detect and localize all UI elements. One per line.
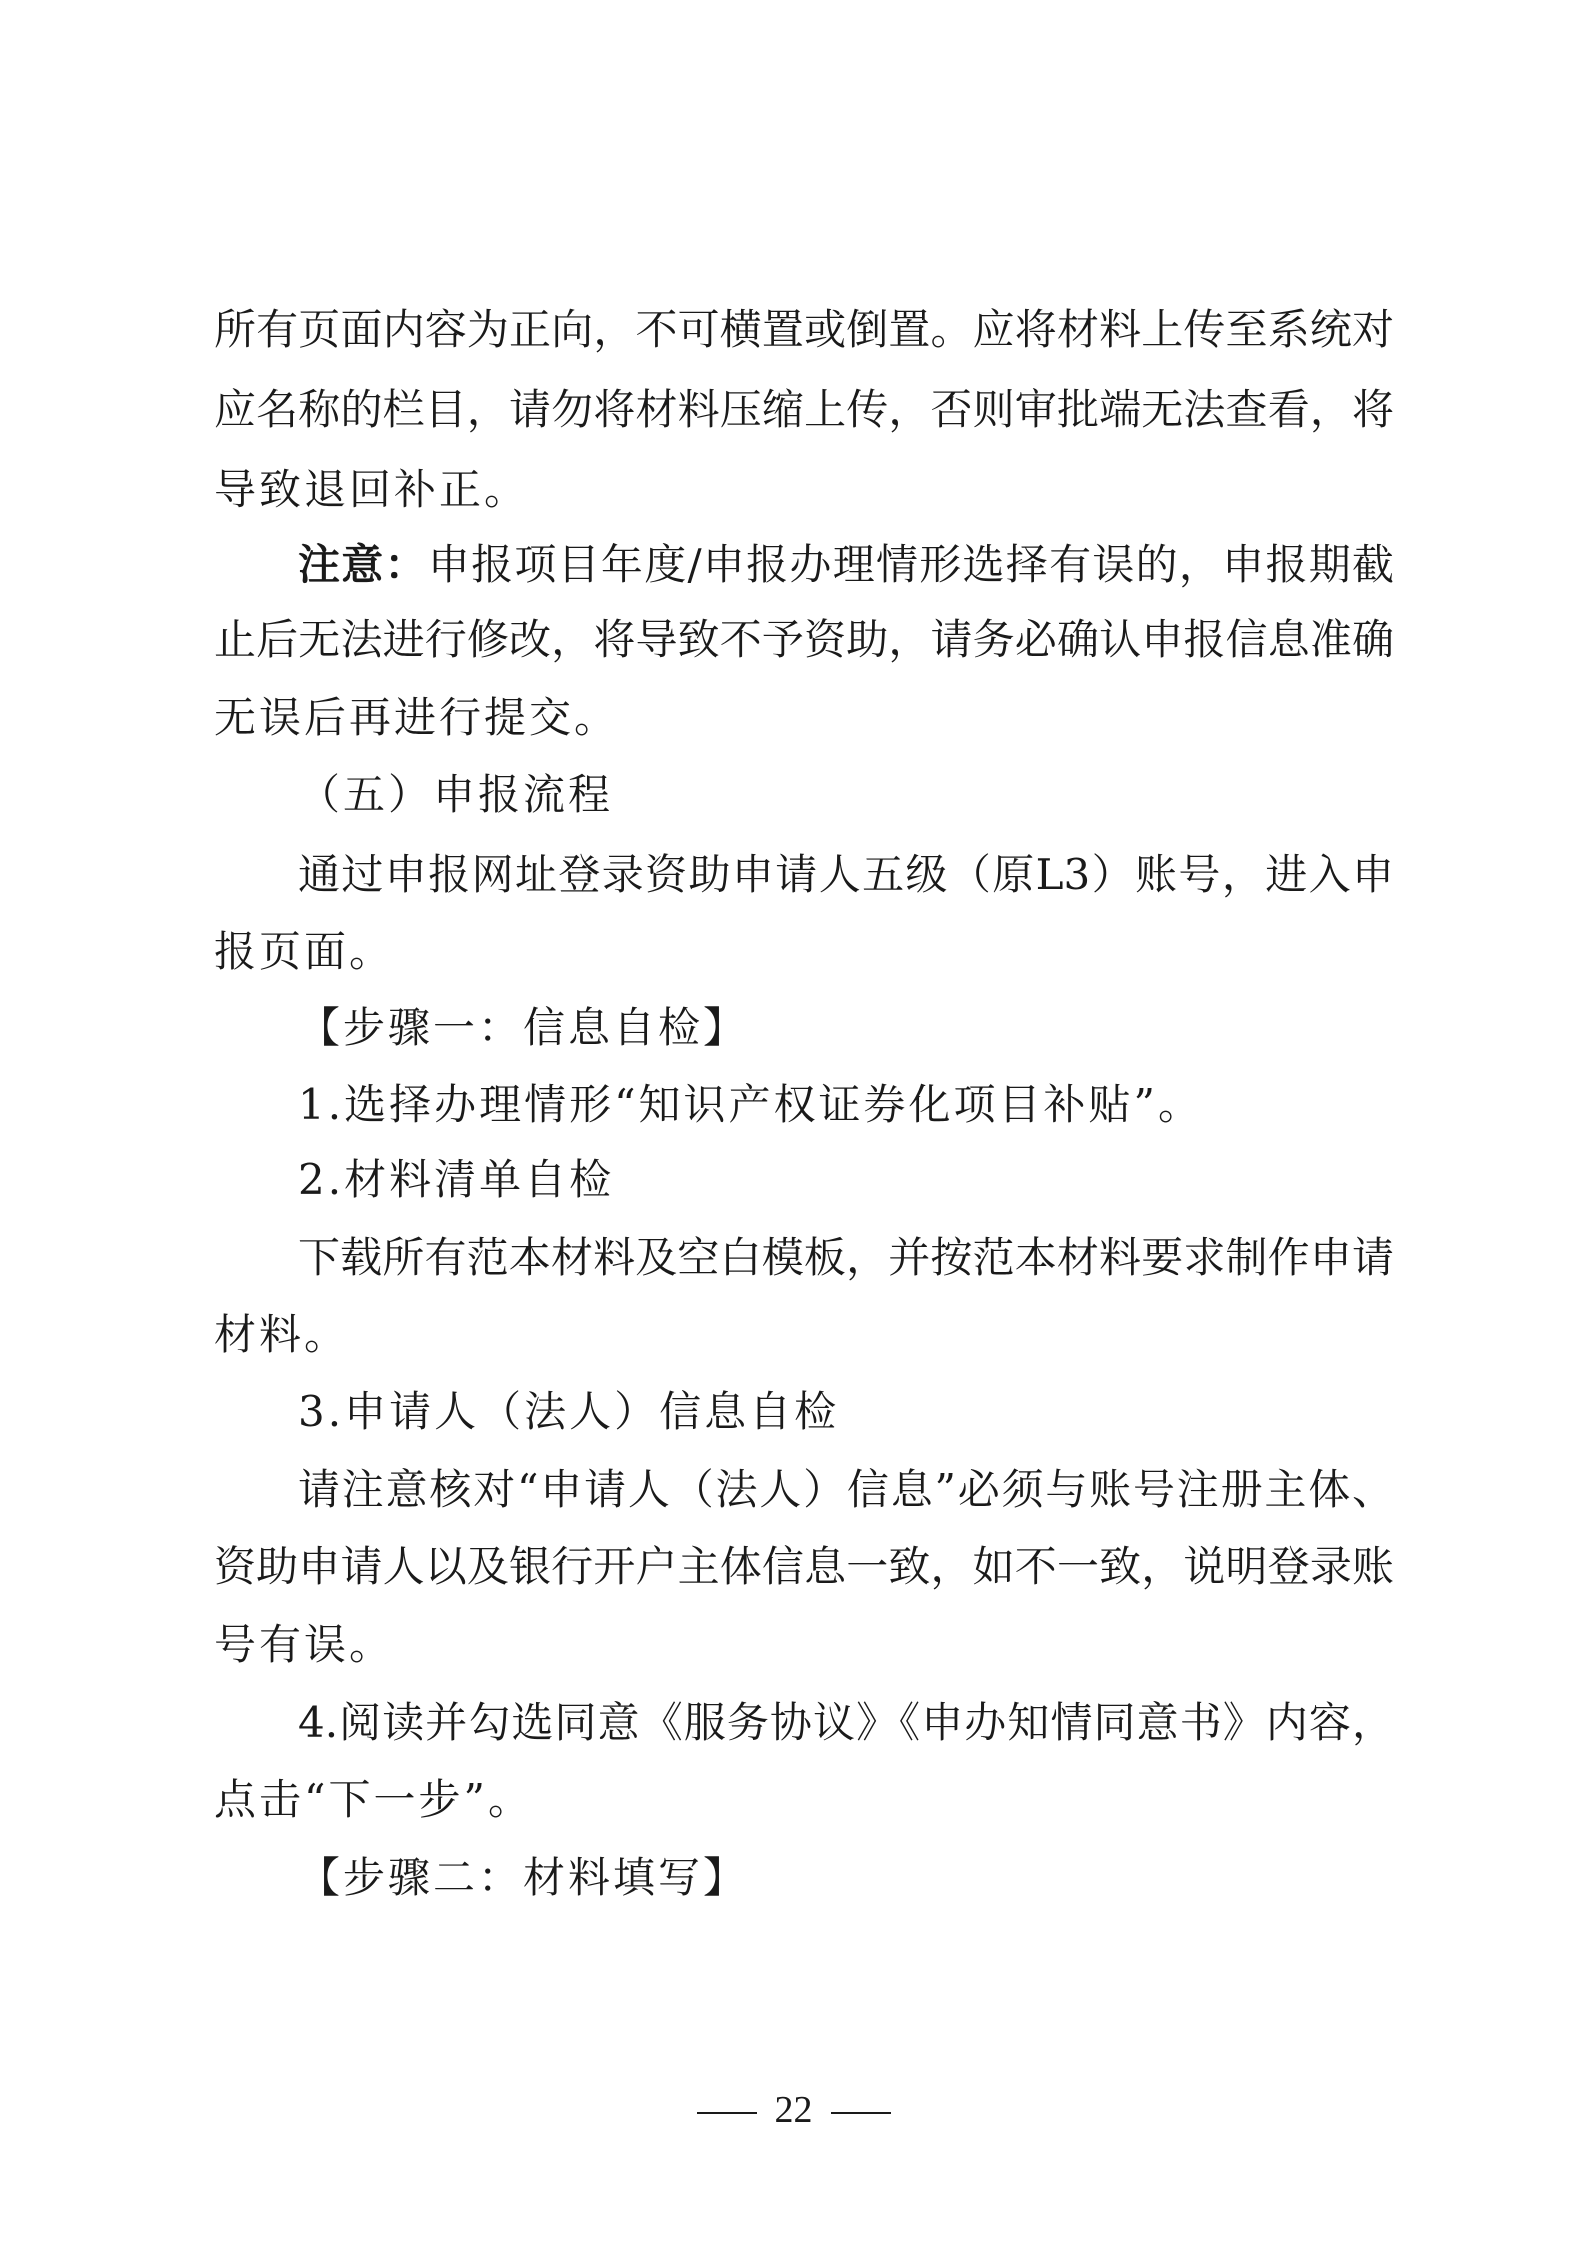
list-item-1: 1.选择办理情形“知识产权证券化项目补贴”。 bbox=[298, 1080, 1204, 1129]
paragraph-line: 材料。 bbox=[214, 1310, 350, 1359]
paragraph-line: 报页面。 bbox=[214, 927, 395, 976]
list-item-4-continued: 点击“下一步”。 bbox=[214, 1775, 533, 1824]
paragraph-line: 通过申报网址登录资助申请人五级（原L3）账号，进入申 bbox=[298, 850, 1394, 899]
note-line: 无误后再进行提交。 bbox=[214, 693, 620, 742]
footer-dash-right bbox=[831, 2112, 891, 2114]
list-item-4: 4.阅读并勾选同意《服务协议》《申办知情同意书》内容， bbox=[298, 1698, 1394, 1747]
note-text: 申报项目年度/申报办理情形选择有误的，申报期截 bbox=[427, 540, 1394, 589]
step1-heading: 【步骤一：信息自检】 bbox=[298, 1003, 749, 1052]
footer-dash-left bbox=[697, 2112, 757, 2114]
paragraph-line: 资助申请人以及银行开户主体信息一致，如不一致，说明登录账 bbox=[214, 1542, 1394, 1591]
note-line: 止后无法进行修改，将导致不予资助，请务必确认申报信息准确 bbox=[214, 615, 1394, 664]
paragraph-line: 下载所有范本材料及空白模板，并按范本材料要求制作申请 bbox=[298, 1233, 1394, 1282]
paragraph-line: 应名称的栏目，请勿将材料压缩上传，否则审批端无法查看，将 bbox=[214, 385, 1394, 434]
paragraph-line: 请注意核对“申请人（法人）信息”必须与账号注册主体、 bbox=[298, 1465, 1394, 1514]
paragraph-line: 号有误。 bbox=[214, 1620, 395, 1669]
paragraph-line: 所有页面内容为正向，不可横置或倒置。应将材料上传至系统对 bbox=[214, 305, 1394, 354]
note-line bbox=[298, 525, 1394, 605]
page-number: 22 bbox=[774, 2089, 813, 2131]
list-item-2: 2.材料清单自检 bbox=[298, 1155, 615, 1204]
list-item-3: 3.申请人（法人）信息自检 bbox=[298, 1387, 840, 1436]
page-footer bbox=[0, 2080, 1587, 2140]
step2-heading: 【步骤二：材料填写】 bbox=[298, 1853, 749, 1902]
section-heading: （五）申报流程 bbox=[298, 770, 614, 819]
paragraph-line: 导致退回补正。 bbox=[214, 465, 530, 514]
note-label: 注意： bbox=[298, 540, 428, 589]
